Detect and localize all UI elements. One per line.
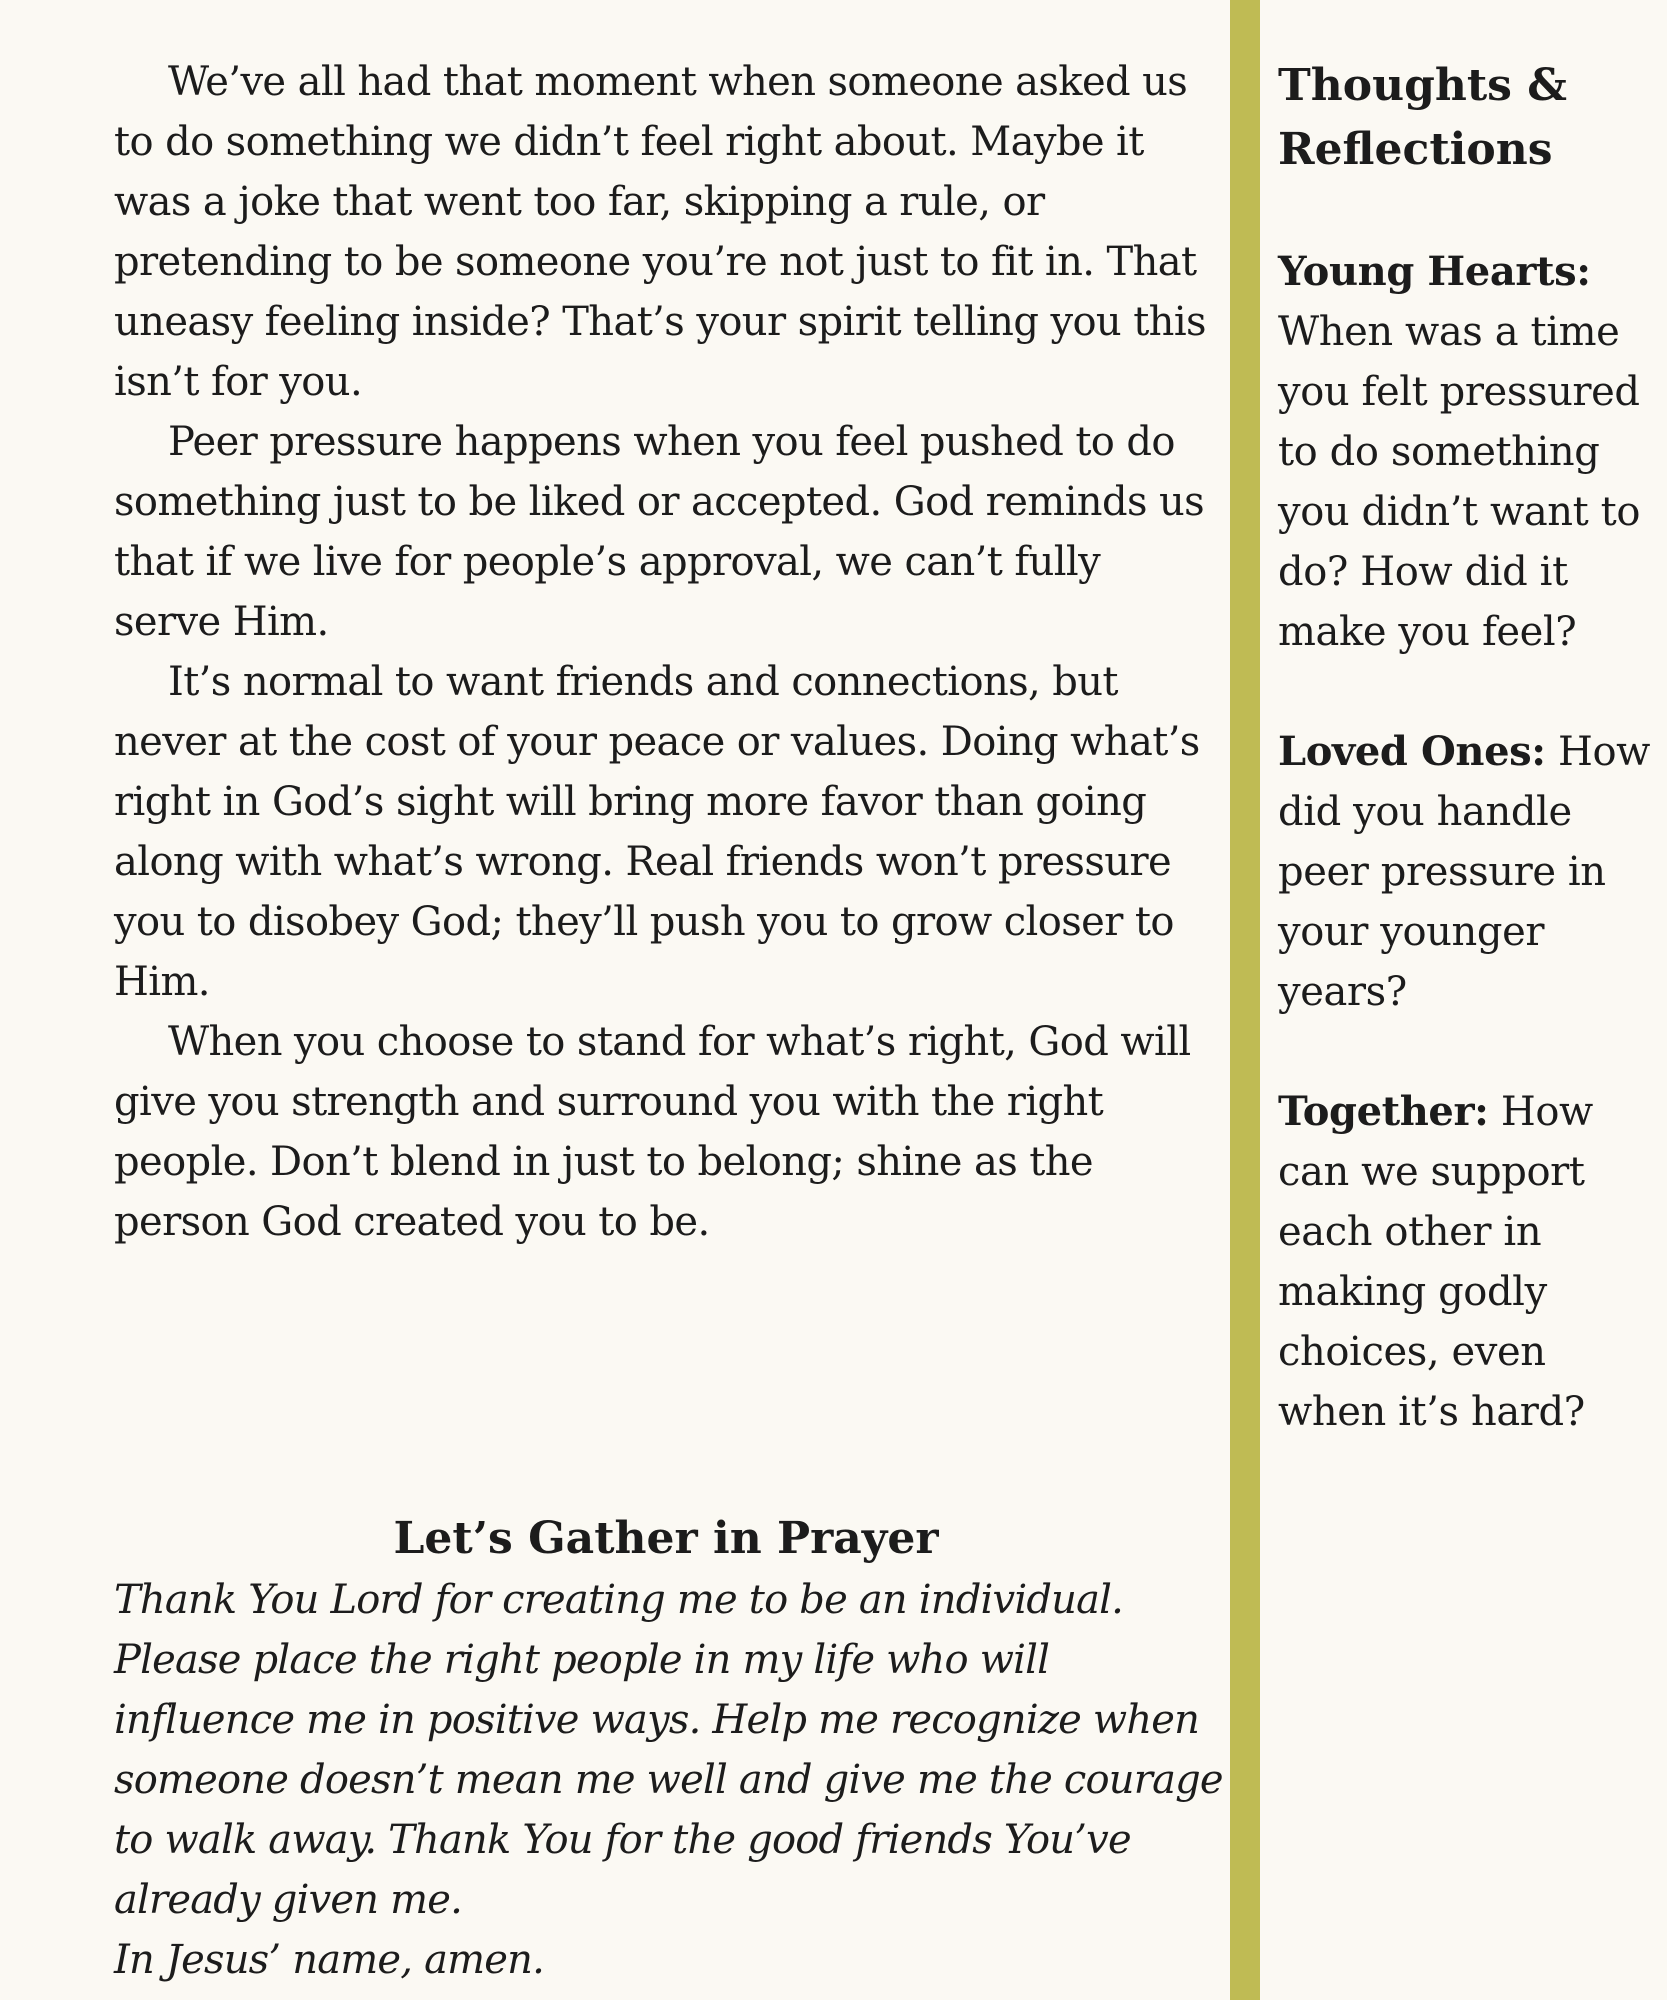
paragraph-1: We’ve all had that moment when someone asked us to do something we didn’t feel right about. Maybe it was a joke that went too far, skipping a rule, or pretending to be someone you’re not just to fit in. That uneasy feeling inside? That’s your spirit telling you this isn’t for you. xyxy=(114,59,1206,405)
reflection-label: Loved Ones: xyxy=(1278,728,1546,775)
paragraph-4: When you choose to stand for what’s right, God will give you strength and surround you with the right people. Don’t blend in just to belong; shine as the person God created you to be. xyxy=(114,1019,1191,1245)
reflection-label: Young Hearts: xyxy=(1278,248,1591,295)
devotional-body xyxy=(114,52,1214,1252)
paragraph-3: It’s normal to want friends and connections, but never at the cost of your peace or values. Doing what’s right in God’s sight will bring more favor than going along with what’s wrong. Real friends won’t pressure you to disobey God; they’ll push you to grow closer to Him. xyxy=(114,659,1200,1005)
reflection-question: How can we support each other in making godly choices, even when it’s hard? xyxy=(1278,1089,1593,1435)
reflection-loved-ones xyxy=(1278,722,1650,1022)
reflection-together xyxy=(1278,1082,1650,1442)
sidebar-divider-bar xyxy=(1230,0,1260,2000)
sidebar-title: Thoughts & Reflections xyxy=(1278,60,1567,175)
paragraph-2: Peer pressure happens when you feel pushed to do something just to be liked or accepted. God reminds us that if we live for people’s approval, we can’t fully serve Him. xyxy=(114,419,1205,645)
prayer-section xyxy=(114,1508,1224,1990)
reflection-label: Together: xyxy=(1278,1088,1489,1135)
prayer-text: Thank You Lord for creating me to be an individual. Please place the right people in my life who will influence me in positive ways. Help me recognize when someone doesn’t mean me well and give me the courage to walk away. Thank You for the good friends You’ve already given me. xyxy=(114,1577,1223,1923)
reflections-sidebar xyxy=(1278,54,1650,1502)
reflection-question: How did you handle peer pressure in your younger years? xyxy=(1278,729,1650,1015)
reflection-young-hearts xyxy=(1278,242,1650,662)
reflection-question: When was a time you felt pressured to do something you didn’t want to do? How did it make you feel? xyxy=(1278,309,1641,655)
devotional-text xyxy=(114,52,1214,1252)
prayer-closing: In Jesus’ name, amen. xyxy=(114,1937,544,1983)
prayer-heading: Let’s Gather in Prayer xyxy=(393,1513,939,1564)
